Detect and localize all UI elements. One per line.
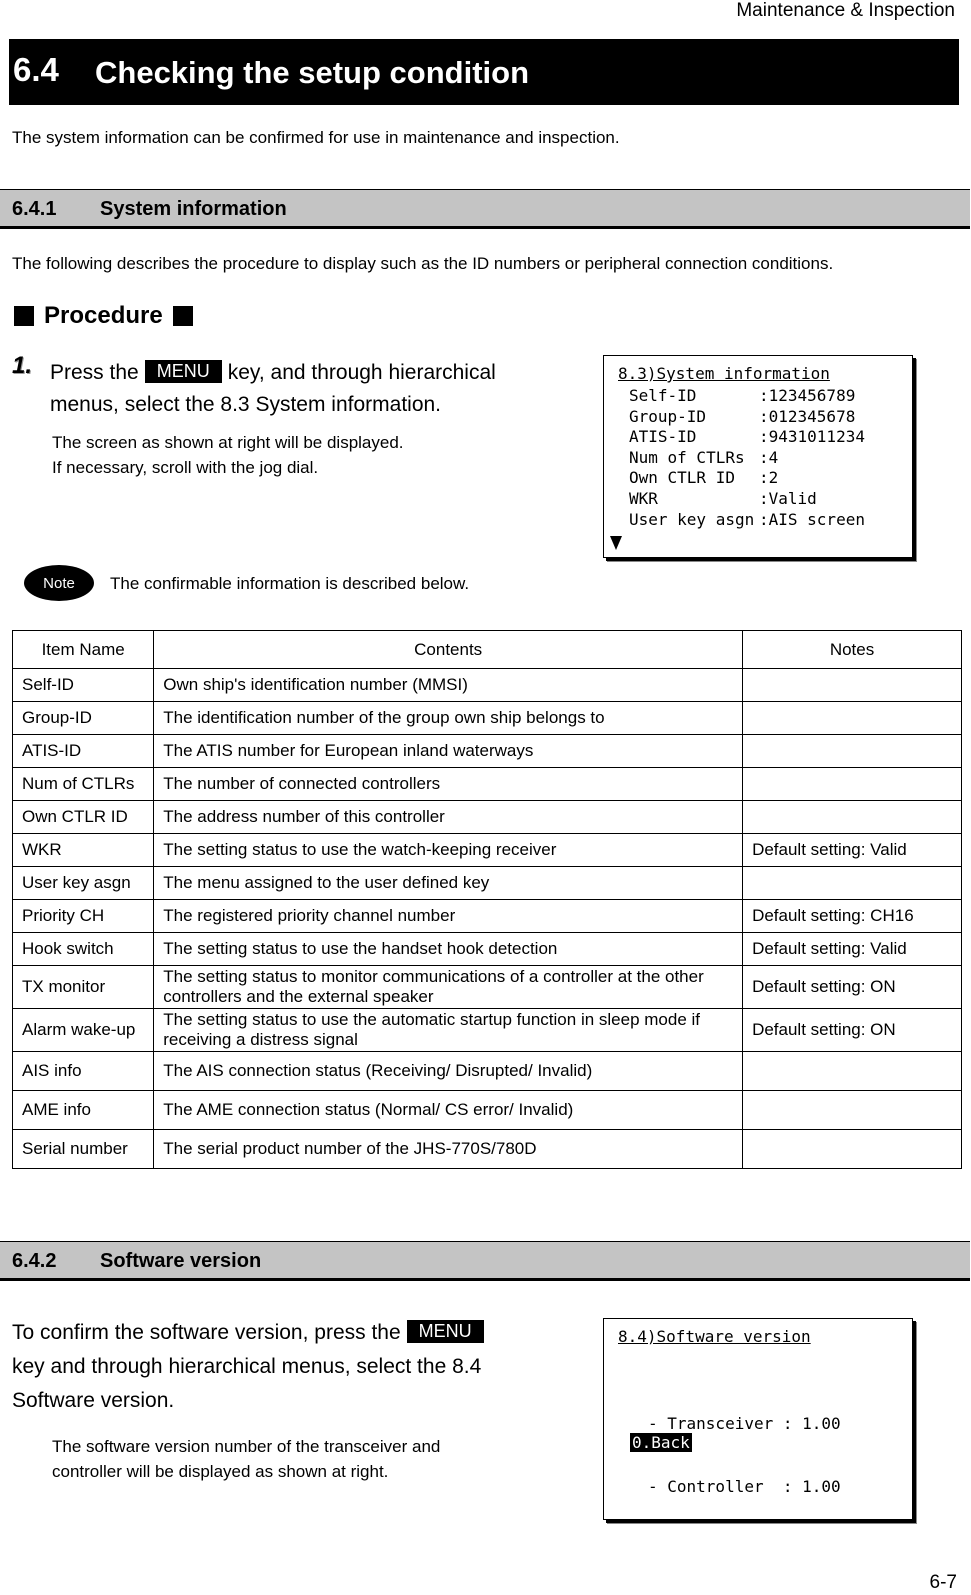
step-text-before: Press the	[50, 361, 139, 384]
subsection-number: 6.4.1	[12, 198, 57, 220]
table-cell	[743, 702, 962, 735]
controller-version-line: - Controller : 1.00	[648, 1477, 841, 1496]
table-row	[13, 1052, 962, 1091]
running-header: Maintenance & Inspection	[736, 0, 955, 21]
square-bullet-icon	[173, 306, 193, 326]
system-information-table	[12, 630, 962, 1169]
table-cell: The setting status to use the watch-keeping receiver	[154, 834, 743, 867]
note-text: The confirmable information is described below.	[110, 574, 470, 593]
table-cell	[743, 1052, 962, 1091]
screen-row	[629, 468, 865, 489]
table-row	[13, 669, 962, 702]
table-cell: Default setting: Valid	[743, 933, 962, 966]
table-cell: Hook switch	[13, 933, 154, 966]
table-cell: Own ship's identification number (MMSI)	[154, 669, 743, 702]
table-cell: Priority CH	[13, 900, 154, 933]
screen-row-value: :4	[759, 447, 779, 467]
table-cell: User key asgn	[13, 867, 154, 900]
table-cell: Own CTLR ID	[13, 801, 154, 834]
table-row	[13, 768, 962, 801]
subsection-title: Software version	[100, 1250, 262, 1272]
table-cell: Alarm wake-up	[13, 1009, 154, 1052]
table-cell: Self-ID	[13, 669, 154, 702]
screen-row-value: :2	[759, 468, 779, 488]
table-cell	[743, 1130, 962, 1169]
table-cell: The setting status to use the handset hook detection	[154, 933, 743, 966]
step-sub-text	[52, 430, 404, 480]
table-row	[13, 735, 962, 768]
step-instruction	[50, 357, 570, 421]
system-information-screen	[603, 355, 913, 558]
table-cell: The menu assigned to the user defined key	[154, 867, 743, 900]
screen-row-label: Group-ID	[629, 406, 707, 426]
table-cell: The serial product number of the JHS-770S/780D	[154, 1130, 743, 1169]
subsection-bar-software-version	[0, 1241, 970, 1281]
menu-key-label: MENU	[145, 360, 222, 383]
transceiver-version-line: - Transceiver : 1.00	[648, 1414, 841, 1433]
subsection-description: The following describes the procedure to display such as the ID numbers or peripheral connection conditions.	[12, 254, 834, 273]
software-version-sub-text	[52, 1434, 522, 1484]
subsection-title: System information	[100, 198, 287, 220]
screen-row-value: :AIS screen	[759, 509, 865, 529]
table-cell: The identification number of the group own ship belongs to	[154, 702, 743, 735]
table-row	[13, 900, 962, 933]
screen-row	[629, 448, 865, 469]
procedure-heading	[14, 302, 193, 330]
screen-row-label: Num of CTLRs	[629, 447, 745, 467]
table-cell: The AME connection status (Normal/ CS error/ Invalid)	[154, 1091, 743, 1130]
table-cell: WKR	[13, 834, 154, 867]
table-cell: The number of connected controllers	[154, 768, 743, 801]
table-cell: Num of CTLRs	[13, 768, 154, 801]
table-cell: The AIS connection status (Receiving/ Disrupted/ Invalid)	[154, 1052, 743, 1091]
table-cell: The setting status to use the automatic startup function in sleep mode if receiving a distress signal	[154, 1009, 743, 1052]
table-cell	[743, 768, 962, 801]
back-option: 0.Back	[632, 1433, 690, 1452]
step-number: 1.	[12, 352, 33, 379]
table-cell: Default setting: Valid	[743, 834, 962, 867]
table-cell	[743, 669, 962, 702]
subsection-bar-system-information	[0, 189, 970, 229]
screen-row-label: Self-ID	[629, 386, 697, 405]
software-version-screen	[603, 1318, 913, 1520]
table-cell	[743, 867, 962, 900]
sw-text-before: To confirm the software version, press the	[12, 1321, 401, 1344]
table-cell: The setting status to monitor communications of a controller at the other controllers and the external speaker	[154, 966, 743, 1009]
table-cell: Default setting: ON	[743, 966, 962, 1009]
screen-row-label: User key asgn	[629, 509, 755, 529]
step-text-after: key, and through hierarchical menus, select the 8.3 System information.	[50, 361, 496, 416]
menu-key-label: MENU	[407, 1320, 484, 1343]
page-number: 6-7	[929, 1572, 957, 1593]
screen-row	[629, 407, 865, 428]
screen-title: 8.4)Software version	[618, 1327, 811, 1346]
screen-rows	[648, 1371, 841, 1539]
table-cell: Default setting: ON	[743, 1009, 962, 1052]
table-header-cell: Contents	[154, 631, 743, 669]
screen-row-label: Own CTLR ID	[629, 468, 735, 488]
table-row	[13, 1009, 962, 1052]
screen-row	[629, 489, 865, 510]
sw-text-after: key and through hierarchical menus, select the 8.4 Software version.	[12, 1355, 482, 1412]
scroll-down-triangle-icon	[610, 536, 622, 550]
screen-row	[629, 427, 865, 448]
sw-sub-line: controller will be displayed as shown at right.	[52, 1462, 389, 1481]
table-row	[13, 801, 962, 834]
table-header-row	[13, 631, 962, 669]
screen-row-value: :012345678	[759, 406, 856, 426]
step-sub-line: The screen as shown at right will be displayed.	[52, 433, 404, 452]
screen-row-value: :Valid	[759, 488, 817, 508]
table-row	[13, 834, 962, 867]
table-row	[13, 702, 962, 735]
table-cell: AME info	[13, 1091, 154, 1130]
note-badge: Note	[24, 565, 94, 601]
table-cell: The registered priority channel number	[154, 900, 743, 933]
table-cell	[743, 735, 962, 768]
square-bullet-icon	[14, 306, 34, 326]
screen-row-label: WKR	[629, 488, 658, 508]
table-header-cell: Item Name	[13, 631, 154, 669]
subsection-number: 6.4.2	[12, 1250, 57, 1272]
sw-sub-line: The software version number of the transceiver and	[52, 1437, 441, 1456]
table-cell: Group-ID	[13, 702, 154, 735]
screen-row-value: :9431011234	[759, 427, 865, 447]
screen-rows	[629, 386, 865, 530]
section-number: 6.4	[13, 51, 59, 88]
table-cell: TX monitor	[13, 966, 154, 1009]
table-cell	[743, 801, 962, 834]
table-row	[13, 1130, 962, 1169]
table-row	[13, 966, 962, 1009]
table-cell: The ATIS number for European inland waterways	[154, 735, 743, 768]
procedure-label: Procedure	[44, 302, 163, 329]
screen-row	[629, 386, 865, 407]
table-cell	[743, 1091, 962, 1130]
table-row	[13, 867, 962, 900]
table-cell: The address number of this controller	[154, 801, 743, 834]
software-version-instruction	[12, 1316, 512, 1418]
table-row	[13, 1091, 962, 1130]
screen-row	[629, 510, 865, 531]
intro-text: The system information can be confirmed for use in maintenance and inspection.	[12, 128, 620, 147]
screen-title: 8.3)System information	[618, 364, 830, 383]
table-row	[13, 933, 962, 966]
screen-row-label: ATIS-ID	[629, 427, 697, 447]
section-title-bar	[9, 39, 959, 105]
table-cell: Serial number	[13, 1130, 154, 1169]
screen-row-value: :123456789	[759, 386, 856, 405]
table-header-cell: Notes	[743, 631, 962, 669]
step-sub-line: If necessary, scroll with the jog dial.	[52, 458, 319, 477]
table-cell: AIS info	[13, 1052, 154, 1091]
section-title: Checking the setup condition	[95, 55, 530, 90]
table-cell: ATIS-ID	[13, 735, 154, 768]
table-cell: Default setting: CH16	[743, 900, 962, 933]
